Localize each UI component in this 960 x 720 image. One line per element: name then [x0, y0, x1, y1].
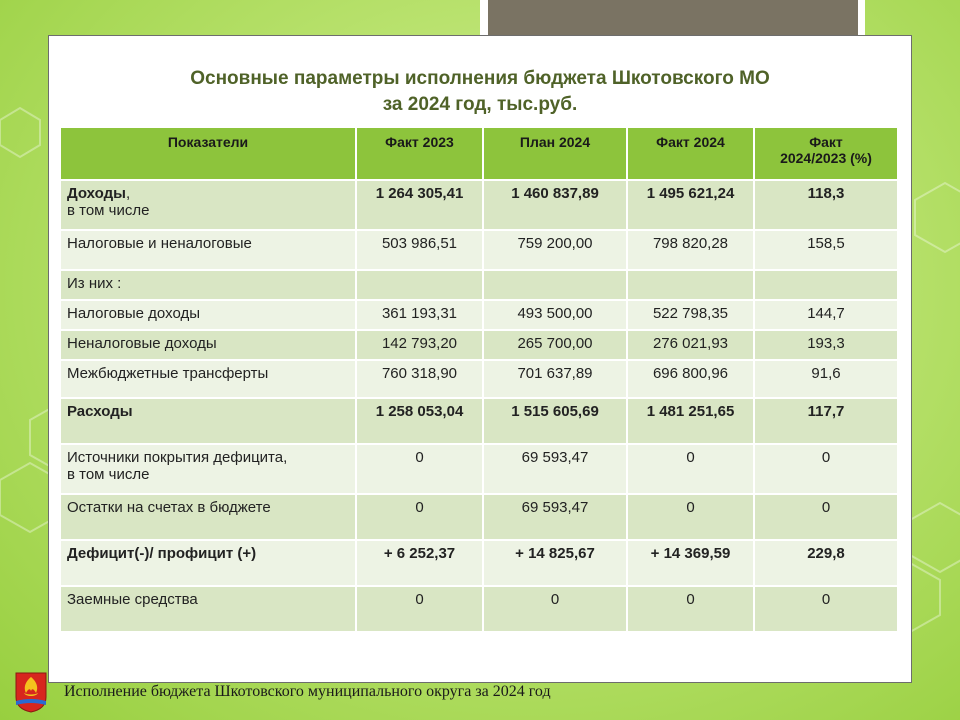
cell-fact-2024 [628, 271, 755, 301]
cell-ratio: 91,6 [755, 361, 899, 399]
table-row [61, 331, 899, 361]
header-ratio-line-2: 2024/2023 (%) [780, 150, 872, 166]
cell-fact-2023: 361 193,31 [357, 301, 484, 331]
cell-fact-2023: 142 793,20 [357, 331, 484, 361]
table-row [61, 271, 899, 301]
row-label: Дефицит(-)/ профицит (+) [61, 541, 357, 587]
row-label: Налоговые и неналоговые [61, 231, 357, 271]
row-label-bold: Доходы [67, 185, 126, 202]
table-row [61, 231, 899, 271]
cell-plan-2024: 265 700,00 [484, 331, 628, 361]
table-row [61, 445, 899, 495]
table-row [61, 361, 899, 399]
slide-title [49, 66, 911, 118]
cell-ratio: 0 [755, 587, 899, 633]
cell-ratio: 229,8 [755, 541, 899, 587]
row-label-line-2: в том числе [67, 202, 150, 219]
cell-ratio: 158,5 [755, 231, 899, 271]
cell-fact-2023: 1 258 053,04 [357, 399, 484, 445]
row-label-comma: , [125, 185, 131, 202]
row-label-line-1: Источники покрытия дефицита, [67, 449, 288, 466]
table-row [61, 301, 899, 331]
table-row [61, 399, 899, 445]
cell-ratio: 193,3 [755, 331, 899, 361]
table-header-row [61, 128, 899, 181]
cell-plan-2024: 69 593,47 [484, 495, 628, 541]
table-row [61, 541, 899, 587]
cell-fact-2024: + 14 369,59 [628, 541, 755, 587]
cell-plan-2024: 759 200,00 [484, 231, 628, 271]
cell-fact-2024: 0 [628, 495, 755, 541]
cell-plan-2024: 69 593,47 [484, 445, 628, 495]
cell-ratio: 117,7 [755, 399, 899, 445]
cell-ratio: 144,7 [755, 301, 899, 331]
cell-fact-2023: 0 [357, 495, 484, 541]
cell-plan-2024: 701 637,89 [484, 361, 628, 399]
cell-plan-2024: 1 460 837,89 [484, 181, 628, 231]
row-label [61, 181, 357, 231]
cell-plan-2024: 493 500,00 [484, 301, 628, 331]
cell-fact-2023: 503 986,51 [357, 231, 484, 271]
cell-fact-2023: 0 [357, 445, 484, 495]
title-line-2: за 2024 год, тыс.руб. [382, 94, 578, 115]
cell-fact-2024: 522 798,35 [628, 301, 755, 331]
slide-content [48, 35, 912, 683]
row-label: Межбюджетные трансферты [61, 361, 357, 399]
cell-fact-2024: 696 800,96 [628, 361, 755, 399]
row-label: Расходы [61, 399, 357, 445]
cell-plan-2024: + 14 825,67 [484, 541, 628, 587]
table-row [61, 495, 899, 541]
row-label: Остатки на счетах в бюджете [61, 495, 357, 541]
cell-plan-2024 [484, 271, 628, 301]
header-ratio-line-1: Факт [809, 134, 843, 150]
budget-table [61, 128, 899, 633]
cell-fact-2024: 1 495 621,24 [628, 181, 755, 231]
cell-fact-2024: 276 021,93 [628, 331, 755, 361]
row-label: Неналоговые доходы [61, 331, 357, 361]
table-row [61, 587, 899, 633]
cell-fact-2023: 0 [357, 587, 484, 633]
cell-ratio: 0 [755, 495, 899, 541]
cell-ratio: 118,3 [755, 181, 899, 231]
title-line-1: Основные параметры исполнения бюджета Шкотовского МО [190, 68, 770, 89]
row-label: Из них : [61, 271, 357, 301]
cell-ratio: 0 [755, 445, 899, 495]
municipal-coat-of-arms-icon [14, 671, 48, 713]
row-label [61, 445, 357, 495]
cell-fact-2024: 0 [628, 445, 755, 495]
cell-fact-2024: 1 481 251,65 [628, 399, 755, 445]
cell-fact-2023: + 6 252,37 [357, 541, 484, 587]
cell-fact-2023 [357, 271, 484, 301]
header-fact-2024: Факт 2024 [628, 128, 755, 181]
header-ratio [755, 128, 899, 181]
row-label: Налоговые доходы [61, 301, 357, 331]
header-fact-2023: Факт 2023 [357, 128, 484, 181]
row-label: Заемные средства [61, 587, 357, 633]
table-row [61, 181, 899, 231]
cell-plan-2024: 0 [484, 587, 628, 633]
cell-plan-2024: 1 515 605,69 [484, 399, 628, 445]
cell-ratio [755, 271, 899, 301]
header-indicators: Показатели [61, 128, 357, 181]
cell-fact-2023: 1 264 305,41 [357, 181, 484, 231]
row-label-line-2: в том числе [67, 466, 150, 483]
cell-fact-2024: 0 [628, 587, 755, 633]
footer-text: Исполнение бюджета Шкотовского муниципального округа за 2024 год [64, 683, 551, 700]
cell-fact-2024: 798 820,28 [628, 231, 755, 271]
cell-fact-2023: 760 318,90 [357, 361, 484, 399]
header-plan-2024: План 2024 [484, 128, 628, 181]
